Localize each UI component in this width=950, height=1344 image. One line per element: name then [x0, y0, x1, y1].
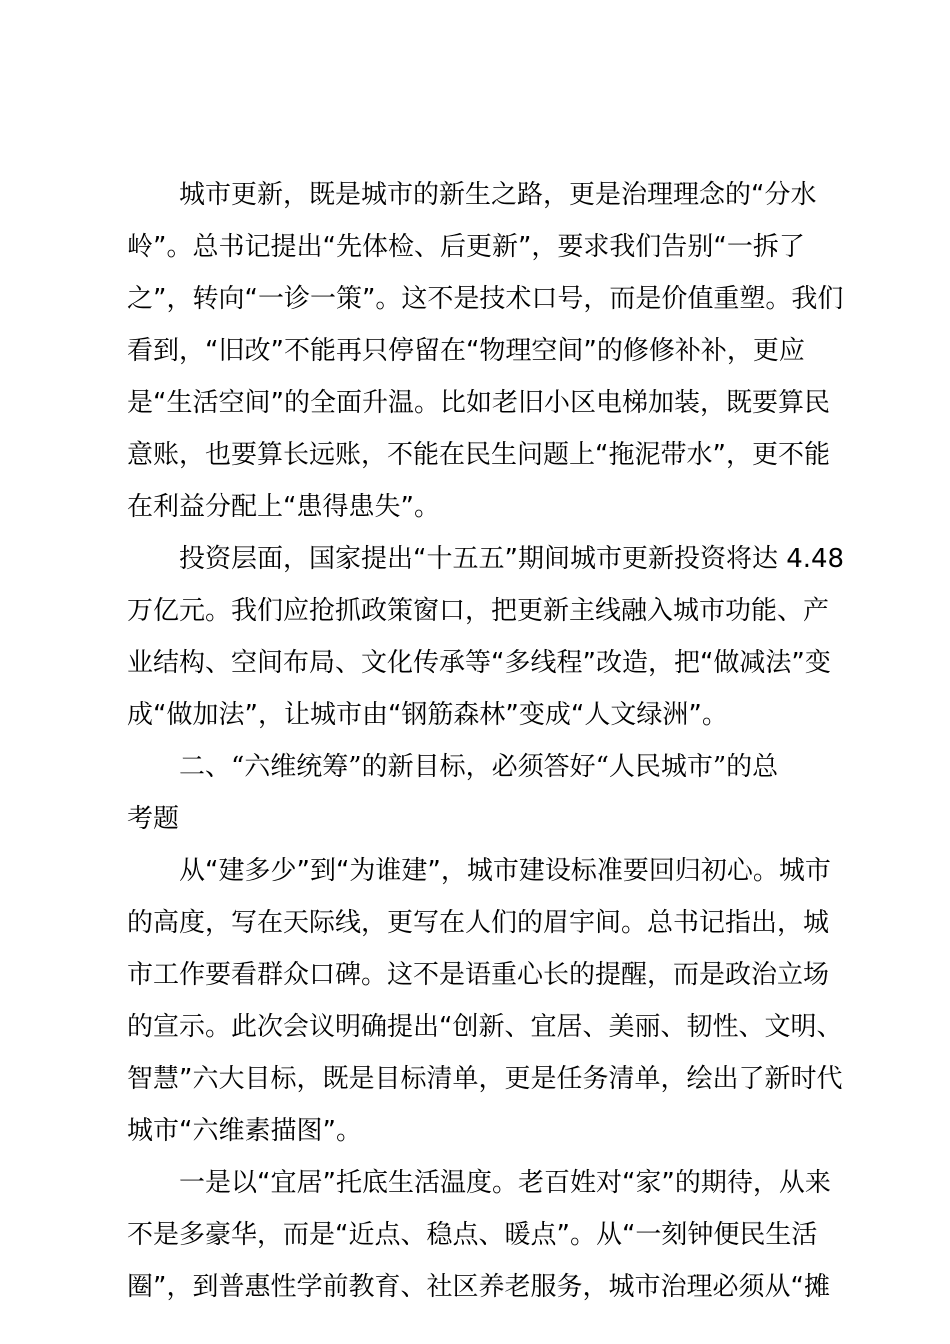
paragraph-4-line-3: 圈”，到普惠性学前教育、社区养老服务，城市治理必须从“摊: [127, 1272, 830, 1302]
paragraph-3-line-5: 智慧”六大目标，既是目标清单，更是任务清单，绘出了新时代: [127, 1064, 843, 1094]
paragraph-2-line-1: 投资层面，国家提出“十五五”期间城市更新投资将达 4.48: [179, 544, 845, 574]
paragraph-4-line-2: 不是多豪华，而是“近点、稳点、暖点”。从“一刻钟便民生活: [127, 1220, 818, 1250]
paragraph-1-line-2: 岭”。总书记提出“先体检、后更新”，要求我们告别“一拆了: [127, 232, 805, 262]
paragraph-3-line-2: 的高度，写在天际线，更写在人们的眉宇间。总书记指出，城: [127, 908, 830, 938]
paragraph-1-line-4: 看到，“旧改”不能再只停留在“物理空间”的修修补补，更应: [127, 336, 805, 366]
paragraph-3-line-4: 的宣示。此次会议明确提出“创新、宜居、美丽、韧性、文明、: [127, 1012, 843, 1042]
paragraph-1-line-7: 在利益分配上“患得患失”。: [127, 492, 440, 522]
paragraph-1-line-5: 是“生活空间”的全面升温。比如老旧小区电梯加装，既要算民: [127, 388, 830, 418]
section-heading-line-2: 考题: [127, 804, 180, 834]
paragraph-4-line-1: 一是以“宜居”托底生活温度。老百姓对“家”的期待，从来: [179, 1168, 831, 1198]
paragraph-1-line-6: 意账，也要算长远账，不能在民生问题上“拖泥带水”，更不能: [127, 440, 830, 470]
paragraph-2-line-4: 成“做加法”，让城市由“钢筋森林”变成“人文绿洲”。: [127, 700, 728, 730]
paragraph-3-line-3: 市工作要看群众口碑。这不是语重心长的提醒，而是政治立场: [127, 960, 830, 990]
paragraph-1-line-3: 之”，转向“一诊一策”。这不是技术口号，而是价值重塑。我们: [127, 284, 844, 314]
section-heading-line-1: 二、“六维统筹”的新目标，必须答好“人民城市”的总: [179, 752, 779, 782]
paragraph-3-line-1: 从“建多少”到“为谁建”，城市建设标准要回归初心。城市: [179, 856, 831, 886]
paragraph-3-line-6: 城市“六维素描图”。: [127, 1116, 362, 1146]
paragraph-2-line-2: 万亿元。我们应抢抓政策窗口，把更新主线融入城市功能、产: [127, 596, 830, 626]
paragraph-2-line-3: 业结构、空间布局、文化传承等“多线程”改造，把“做减法”变: [127, 648, 831, 678]
paragraph-1-line-1: 城市更新，既是城市的新生之路，更是治理理念的“分水: [179, 180, 817, 210]
